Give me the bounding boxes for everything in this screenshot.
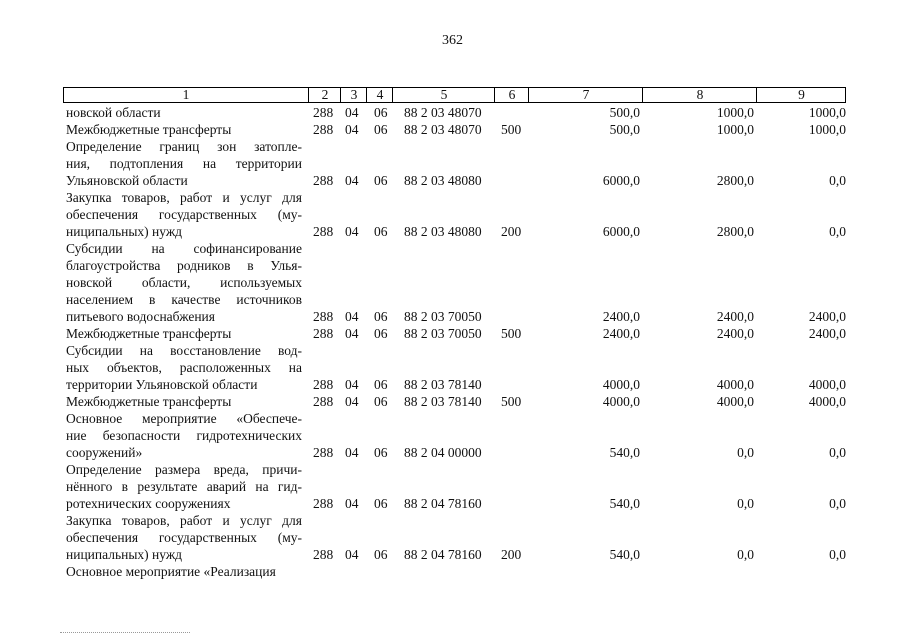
cell-c3: 04 xyxy=(345,105,359,120)
cell-c9: 4000,0 xyxy=(808,377,846,392)
header-col-9: 9 xyxy=(756,88,846,102)
cell-c7: 6000,0 xyxy=(602,173,640,188)
row-description xyxy=(66,104,302,121)
cell-c4: 06 xyxy=(374,377,388,392)
table-header xyxy=(63,87,846,103)
cell-c8: 0,0 xyxy=(737,445,754,460)
page-number: 362 xyxy=(442,33,463,48)
cell-c7: 500,0 xyxy=(609,105,640,120)
cell-c6: 500 xyxy=(501,122,522,137)
cell-c3: 04 xyxy=(345,326,359,341)
cell-c9: 4000,0 xyxy=(808,394,846,409)
cell-c7: 540,0 xyxy=(609,445,640,460)
cell-c7: 540,0 xyxy=(609,496,640,511)
cell-c8: 0,0 xyxy=(737,547,754,562)
description-line: ние безопасности гидротехнических xyxy=(66,428,302,443)
cell-c6: 200 xyxy=(501,224,522,239)
description-line: обеспечения государственных (му- xyxy=(66,207,302,222)
cell-c2: 288 xyxy=(313,326,334,341)
description-line: Закупка товаров, работ и услуг для xyxy=(66,513,302,528)
cell-c8: 1000,0 xyxy=(716,105,754,120)
header-col-1: 1 xyxy=(182,87,190,102)
header-col-7: 7 xyxy=(528,88,643,102)
cell-c7: 2400,0 xyxy=(602,326,640,341)
row-description xyxy=(66,461,302,512)
row-description xyxy=(66,563,302,580)
description-line: ротехнических сооружениях xyxy=(66,496,231,511)
cell-c5: 88 2 03 48070 xyxy=(404,122,482,137)
cell-c7: 4000,0 xyxy=(602,394,640,409)
cell-c6: 500 xyxy=(501,326,522,341)
cell-c3: 04 xyxy=(345,173,359,188)
cell-c2: 288 xyxy=(313,122,334,137)
header-col-4: 4 xyxy=(366,88,393,102)
cell-c7: 500,0 xyxy=(609,122,640,137)
cell-c3: 04 xyxy=(345,309,359,324)
description-line: Основное мероприятие «Реализация xyxy=(66,564,276,579)
cell-c6: 500 xyxy=(501,394,522,409)
cell-c9: 1000,0 xyxy=(808,105,846,120)
cell-c8: 2800,0 xyxy=(716,173,754,188)
cell-c3: 04 xyxy=(345,445,359,460)
cell-c8: 2400,0 xyxy=(716,326,754,341)
description-line: ния, подтопления на территории xyxy=(66,156,302,171)
row-description xyxy=(66,189,302,240)
cell-c4: 06 xyxy=(374,224,388,239)
cell-c2: 288 xyxy=(313,445,334,460)
row-description xyxy=(66,342,302,393)
row-description xyxy=(66,121,302,138)
cell-c2: 288 xyxy=(313,224,334,239)
cell-c8: 2800,0 xyxy=(716,224,754,239)
header-col-5: 5 xyxy=(392,88,495,102)
cell-c8: 2400,0 xyxy=(716,309,754,324)
cell-c7: 4000,0 xyxy=(602,377,640,392)
description-line: благоустройства родников в Улья- xyxy=(66,258,302,273)
cell-c9: 0,0 xyxy=(829,496,846,511)
cell-c9: 0,0 xyxy=(829,173,846,188)
cell-c9: 2400,0 xyxy=(808,326,846,341)
description-line: обеспечения государственных (му- xyxy=(66,530,302,545)
cell-c9: 0,0 xyxy=(829,224,846,239)
cell-c4: 06 xyxy=(374,445,388,460)
cell-c7: 540,0 xyxy=(609,547,640,562)
description-line: новской области, используемых xyxy=(66,275,302,290)
description-line: новской области xyxy=(66,105,161,120)
cell-c8: 4000,0 xyxy=(716,377,754,392)
cell-c8: 1000,0 xyxy=(716,122,754,137)
description-line: населением в качестве источников xyxy=(66,292,302,307)
cell-c3: 04 xyxy=(345,377,359,392)
cell-c7: 6000,0 xyxy=(602,224,640,239)
description-line: питьевого водоснабжения xyxy=(66,309,215,324)
cell-c5: 88 2 03 70050 xyxy=(404,326,482,341)
row-description xyxy=(66,240,302,325)
description-line: Межбюджетные трансферты xyxy=(66,394,232,409)
description-line: сооружений» xyxy=(66,445,143,460)
cell-c4: 06 xyxy=(374,496,388,511)
cell-c2: 288 xyxy=(313,547,334,562)
cell-c5: 88 2 04 78160 xyxy=(404,496,482,511)
cell-c4: 06 xyxy=(374,105,388,120)
cell-c9: 2400,0 xyxy=(808,309,846,324)
description-line: Определение размера вреда, причи- xyxy=(66,462,302,477)
cell-c4: 06 xyxy=(374,394,388,409)
cell-c4: 06 xyxy=(374,173,388,188)
cell-c5: 88 2 03 78140 xyxy=(404,377,482,392)
cell-c2: 288 xyxy=(313,377,334,392)
description-line: нённого в результате аварий на гид- xyxy=(66,479,302,494)
cell-c5: 88 2 03 48080 xyxy=(404,224,482,239)
cell-c4: 06 xyxy=(374,547,388,562)
cell-c9: 0,0 xyxy=(829,445,846,460)
cell-c3: 04 xyxy=(345,547,359,562)
row-description xyxy=(66,325,302,342)
cell-c5: 88 2 03 48070 xyxy=(404,105,482,120)
header-col-3: 3 xyxy=(340,88,367,102)
row-description xyxy=(66,138,302,189)
cell-c9: 0,0 xyxy=(829,547,846,562)
cell-c2: 288 xyxy=(313,394,334,409)
description-line: Межбюджетные трансферты xyxy=(66,122,232,137)
description-line: Субсидии на восстановление вод- xyxy=(66,343,302,358)
cell-c5: 88 2 03 70050 xyxy=(404,309,482,324)
row-description xyxy=(66,410,302,461)
row-description xyxy=(66,393,302,410)
cell-c8: 4000,0 xyxy=(716,394,754,409)
description-line: Ульяновской области xyxy=(66,173,188,188)
header-col-2: 2 xyxy=(308,88,341,102)
description-line: Межбюджетные трансферты xyxy=(66,326,232,341)
description-line: Определение границ зон затопле- xyxy=(66,139,302,154)
cell-c3: 04 xyxy=(345,394,359,409)
cell-c8: 0,0 xyxy=(737,496,754,511)
cell-c5: 88 2 03 48080 xyxy=(404,173,482,188)
cell-c5: 88 2 03 78140 xyxy=(404,394,482,409)
description-line: Субсидии на софинансирование xyxy=(66,241,302,256)
description-line: территории Ульяновской области xyxy=(66,377,258,392)
description-line: ных объектов, расположенных на xyxy=(66,360,302,375)
footer-divider xyxy=(60,632,190,633)
cell-c3: 04 xyxy=(345,496,359,511)
header-col-8: 8 xyxy=(642,88,757,102)
cell-c4: 06 xyxy=(374,122,388,137)
cell-c9: 1000,0 xyxy=(808,122,846,137)
cell-c5: 88 2 04 00000 xyxy=(404,445,482,460)
cell-c3: 04 xyxy=(345,224,359,239)
cell-c6: 200 xyxy=(501,547,522,562)
cell-c4: 06 xyxy=(374,326,388,341)
cell-c7: 2400,0 xyxy=(602,309,640,324)
description-line: ниципальных) нужд xyxy=(66,547,183,562)
cell-c2: 288 xyxy=(313,309,334,324)
row-description xyxy=(66,512,302,563)
cell-c2: 288 xyxy=(313,496,334,511)
cell-c2: 288 xyxy=(313,105,334,120)
cell-c3: 04 xyxy=(345,122,359,137)
cell-c4: 06 xyxy=(374,309,388,324)
description-line: ниципальных) нужд xyxy=(66,224,183,239)
cell-c5: 88 2 04 78160 xyxy=(404,547,482,562)
header-col-6: 6 xyxy=(494,88,529,102)
cell-c2: 288 xyxy=(313,173,334,188)
description-line: Закупка товаров, работ и услуг для xyxy=(66,190,302,205)
description-line: Основное мероприятие «Обеспече- xyxy=(66,411,302,426)
